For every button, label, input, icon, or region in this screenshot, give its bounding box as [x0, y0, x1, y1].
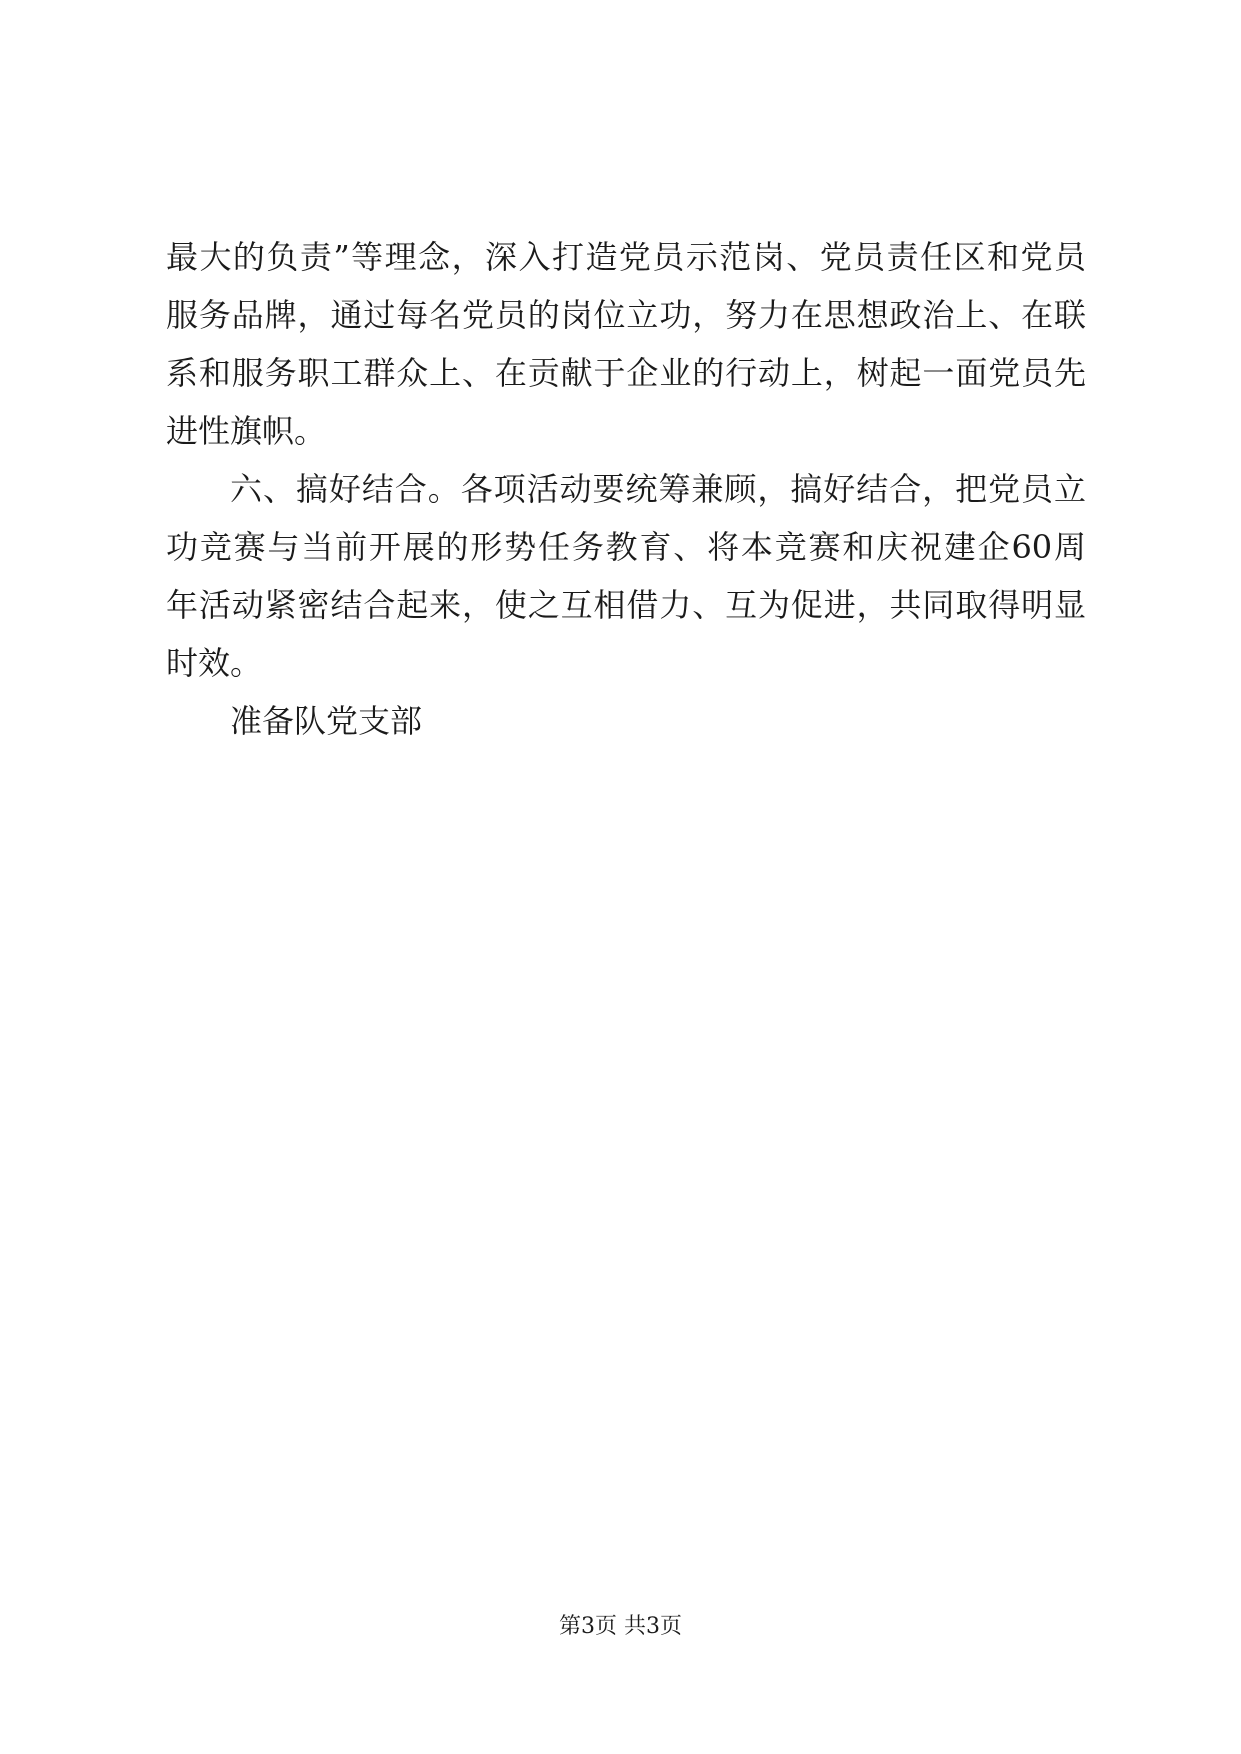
- paragraph-line: 六、搞好结合。各项活动要统筹兼顾，搞好结合，把党员立: [230, 470, 1086, 508]
- paragraph-line: 系和服务职工群众上、在贡献于企业的行动上，树起一面党员先: [166, 354, 1086, 392]
- document-body: [166, 228, 1086, 750]
- page-footer: [0, 1612, 1241, 1642]
- paragraph-line: 最大的负责”等理念，深入打造党员示范岗、党员责任区和党员: [166, 238, 1086, 276]
- paragraph-line: 进性旗帜。: [166, 412, 327, 450]
- paragraph-line: 功竞赛与当前开展的形势任务教育、将本竞赛和庆祝建企60周: [166, 528, 1086, 566]
- page-number: 第3页 共3页: [559, 1614, 682, 1639]
- paragraph-line: 服务品牌，通过每名党员的岗位立功，努力在思想政治上、在联: [166, 296, 1086, 334]
- signature-line: 准备队党支部: [230, 702, 423, 740]
- paragraph-line: 年活动紧密结合起来，使之互相借力、互为促进，共同取得明显: [166, 586, 1086, 624]
- paragraph-line: 时效。: [166, 644, 263, 682]
